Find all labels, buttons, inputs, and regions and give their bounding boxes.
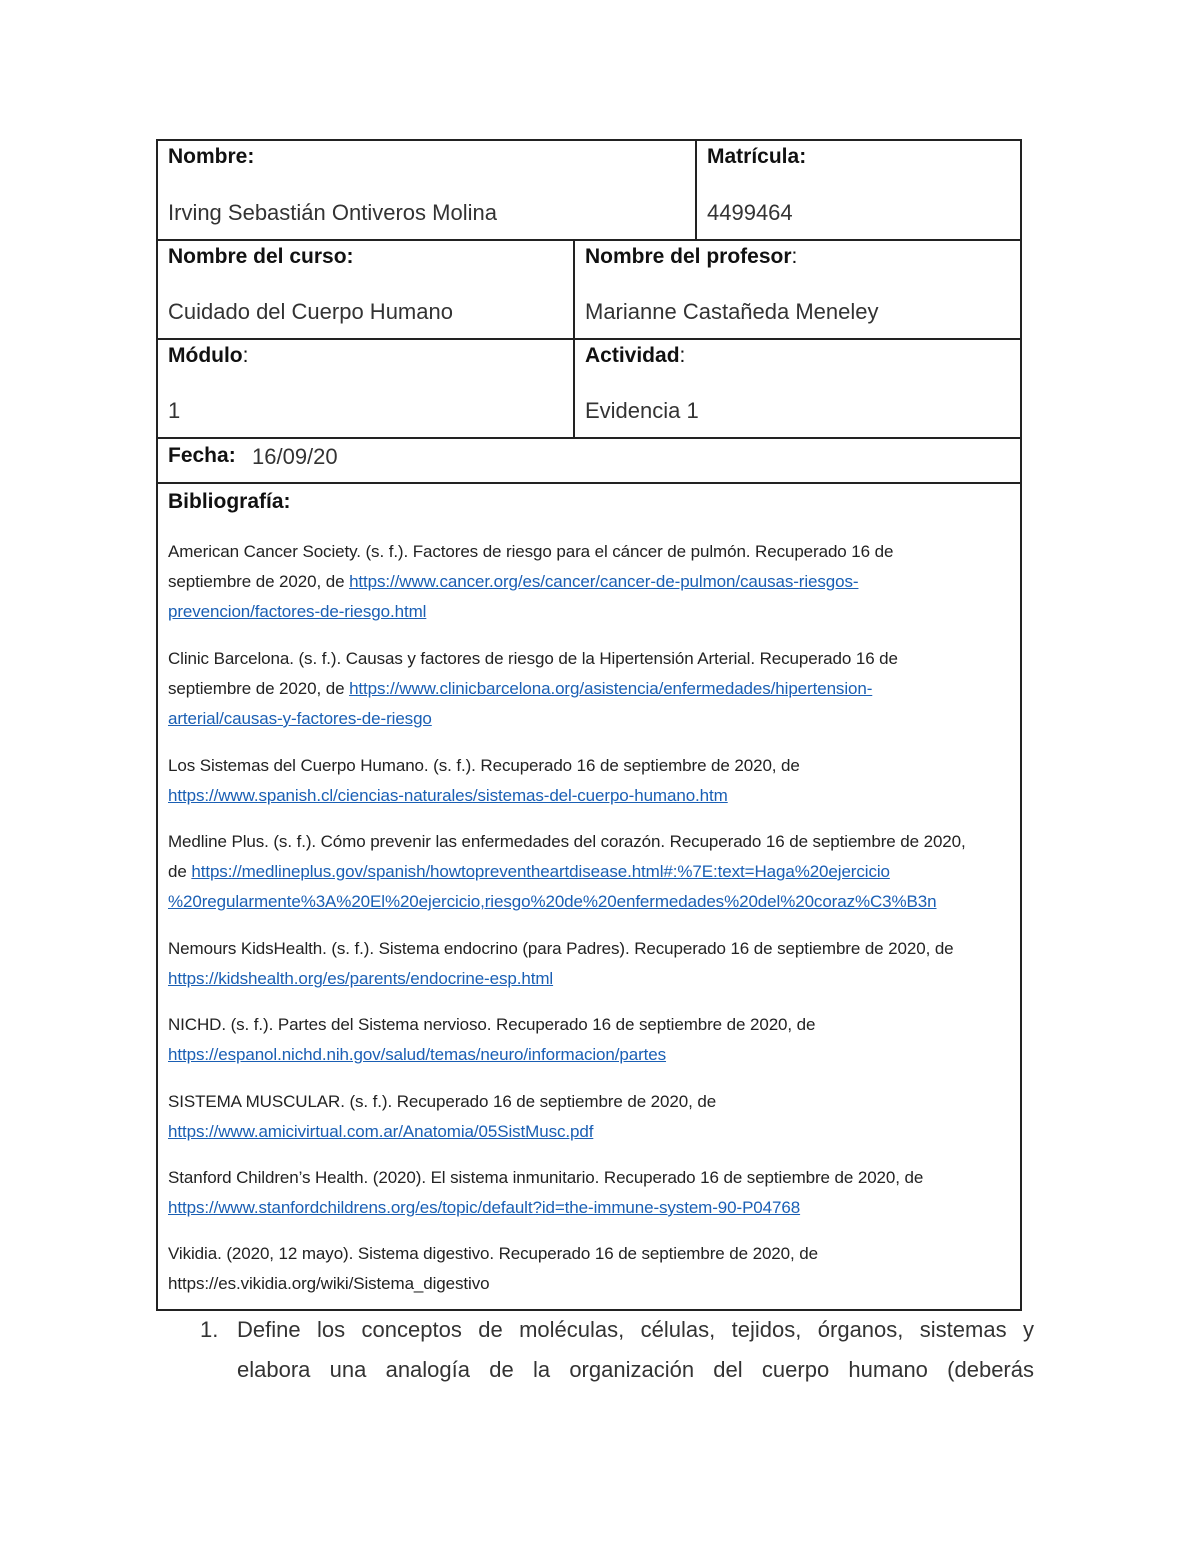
reference-item	[168, 644, 1013, 734]
reference-item	[168, 1010, 1013, 1070]
curso-value: Cuidado del Cuerpo Humano	[168, 299, 453, 324]
reference-text: Medline Plus. (s. f.). Cómo prevenir las enfermedades del corazón. Recuperado 16 de septiembre de 2020,	[168, 832, 966, 851]
cell-fecha	[156, 437, 1022, 484]
reference-text: Nemours KidsHealth. (s. f.). Sistema endocrino (para Padres). Recuperado 16 de septiembre de 2020, de	[168, 939, 954, 958]
nombre-value: Irving Sebastián Ontiveros Molina	[168, 200, 497, 225]
fecha-label: Fecha:	[168, 444, 236, 467]
nombre-label: Nombre:	[168, 145, 255, 168]
reference-link[interactable]: https://www.spanish.cl/ciencias-naturales/sistemas-del-cuerpo-humano.htm	[168, 786, 728, 805]
reference-url-text: https://es.vikidia.org/wiki/Sistema_digestivo	[168, 1274, 490, 1293]
cell-profesor	[573, 239, 1022, 340]
reference-text: SISTEMA MUSCULAR. (s. f.). Recuperado 16 de septiembre de 2020, de	[168, 1092, 717, 1111]
reference-item	[168, 1239, 1013, 1299]
reference-link[interactable]: https://www.cancer.org/es/cancer/cancer-de-pulmon/causas-riesgos-	[349, 572, 859, 591]
cell-curso	[156, 239, 575, 340]
reference-item	[168, 934, 1013, 994]
reference-text: NICHD. (s. f.). Partes del Sistema nervioso. Recuperado 16 de septiembre de 2020, de	[168, 1015, 816, 1034]
profesor-label: Nombre del profesor:	[585, 245, 798, 268]
bibliography-title: Bibliografía:	[168, 490, 291, 513]
reference-item	[168, 537, 1013, 627]
reference-link[interactable]: https://kidshealth.org/es/parents/endocrine-esp.html	[168, 969, 554, 988]
profesor-value: Marianne Castañeda Meneley	[585, 299, 879, 324]
reference-text: septiembre de 2020, de	[168, 679, 350, 698]
reference-link[interactable]: https://espanol.nichd.nih.gov/salud/temas/neuro/informacion/partes	[168, 1045, 667, 1064]
actividad-value: Evidencia 1	[585, 398, 699, 423]
reference-link[interactable]: arterial/causas-y-factores-de-riesgo	[168, 709, 432, 728]
matricula-value: 4499464	[707, 200, 793, 225]
reference-text: Los Sistemas del Cuerpo Humano. (s. f.). Recuperado 16 de septiembre de 2020, de	[168, 756, 800, 775]
modulo-value: 1	[168, 398, 181, 423]
reference-link[interactable]: prevencion/factores-de-riesgo.html	[168, 602, 427, 621]
actividad-label: Actividad:	[585, 344, 686, 367]
reference-link[interactable]: https://www.stanfordchildrens.org/es/topic/default?id=the-immune-system-90-P04768	[168, 1198, 801, 1217]
reference-item	[168, 751, 1013, 811]
question-text-line: elabora una analogía de la organización del cuerpo humano (deberás	[237, 1357, 1034, 1382]
modulo-label: Módulo:	[168, 344, 249, 367]
fecha-value: 16/09/20	[252, 444, 338, 469]
reference-link[interactable]: https://www.amicivirtual.com.ar/Anatomia/05SistMusc.pdf	[168, 1122, 594, 1141]
cell-modulo	[156, 338, 575, 439]
reference-text: Clinic Barcelona. (s. f.). Causas y factores de riesgo de la Hipertensión Arterial. Recuperado 16 de	[168, 649, 898, 668]
reference-item	[168, 1163, 1013, 1223]
reference-link[interactable]: https://www.clinicbarcelona.org/asistencia/enfermedades/hipertension-	[349, 679, 873, 698]
reference-text: Vikidia. (2020, 12 mayo). Sistema digestivo. Recuperado 16 de septiembre de 2020, de	[168, 1244, 818, 1263]
reference-text: American Cancer Society. (s. f.). Factores de riesgo para el cáncer de pulmón. Recuperado 16 de	[168, 542, 894, 561]
reference-text: septiembre de 2020, de	[168, 572, 350, 591]
matricula-label: Matrícula:	[707, 145, 807, 168]
cell-actividad	[573, 338, 1022, 439]
cell-nombre	[156, 139, 697, 241]
reference-link[interactable]: %20regularmente%3A%20El%20ejercicio,riesgo%20de%20enfermedades%20del%20coraz%C3%B3n	[168, 892, 937, 911]
reference-text: Stanford Children’s Health. (2020). El sistema inmunitario. Recuperado 16 de septiembre de 2020, de	[168, 1168, 924, 1187]
reference-item	[168, 1087, 1013, 1147]
cell-bibliography	[156, 482, 1022, 1311]
question-text-line: Define los conceptos de moléculas, células, tejidos, órganos, sistemas y	[237, 1317, 1034, 1342]
reference-link[interactable]: https://medlineplus.gov/spanish/howtopreventheartdisease.html#:%7E:text=Haga%20ejercicio	[191, 862, 890, 881]
reference-text: de	[168, 862, 192, 881]
reference-item	[168, 827, 1013, 917]
question-number: 1.	[200, 1317, 219, 1342]
cell-matricula	[695, 139, 1022, 241]
curso-label: Nombre del curso:	[168, 245, 354, 268]
